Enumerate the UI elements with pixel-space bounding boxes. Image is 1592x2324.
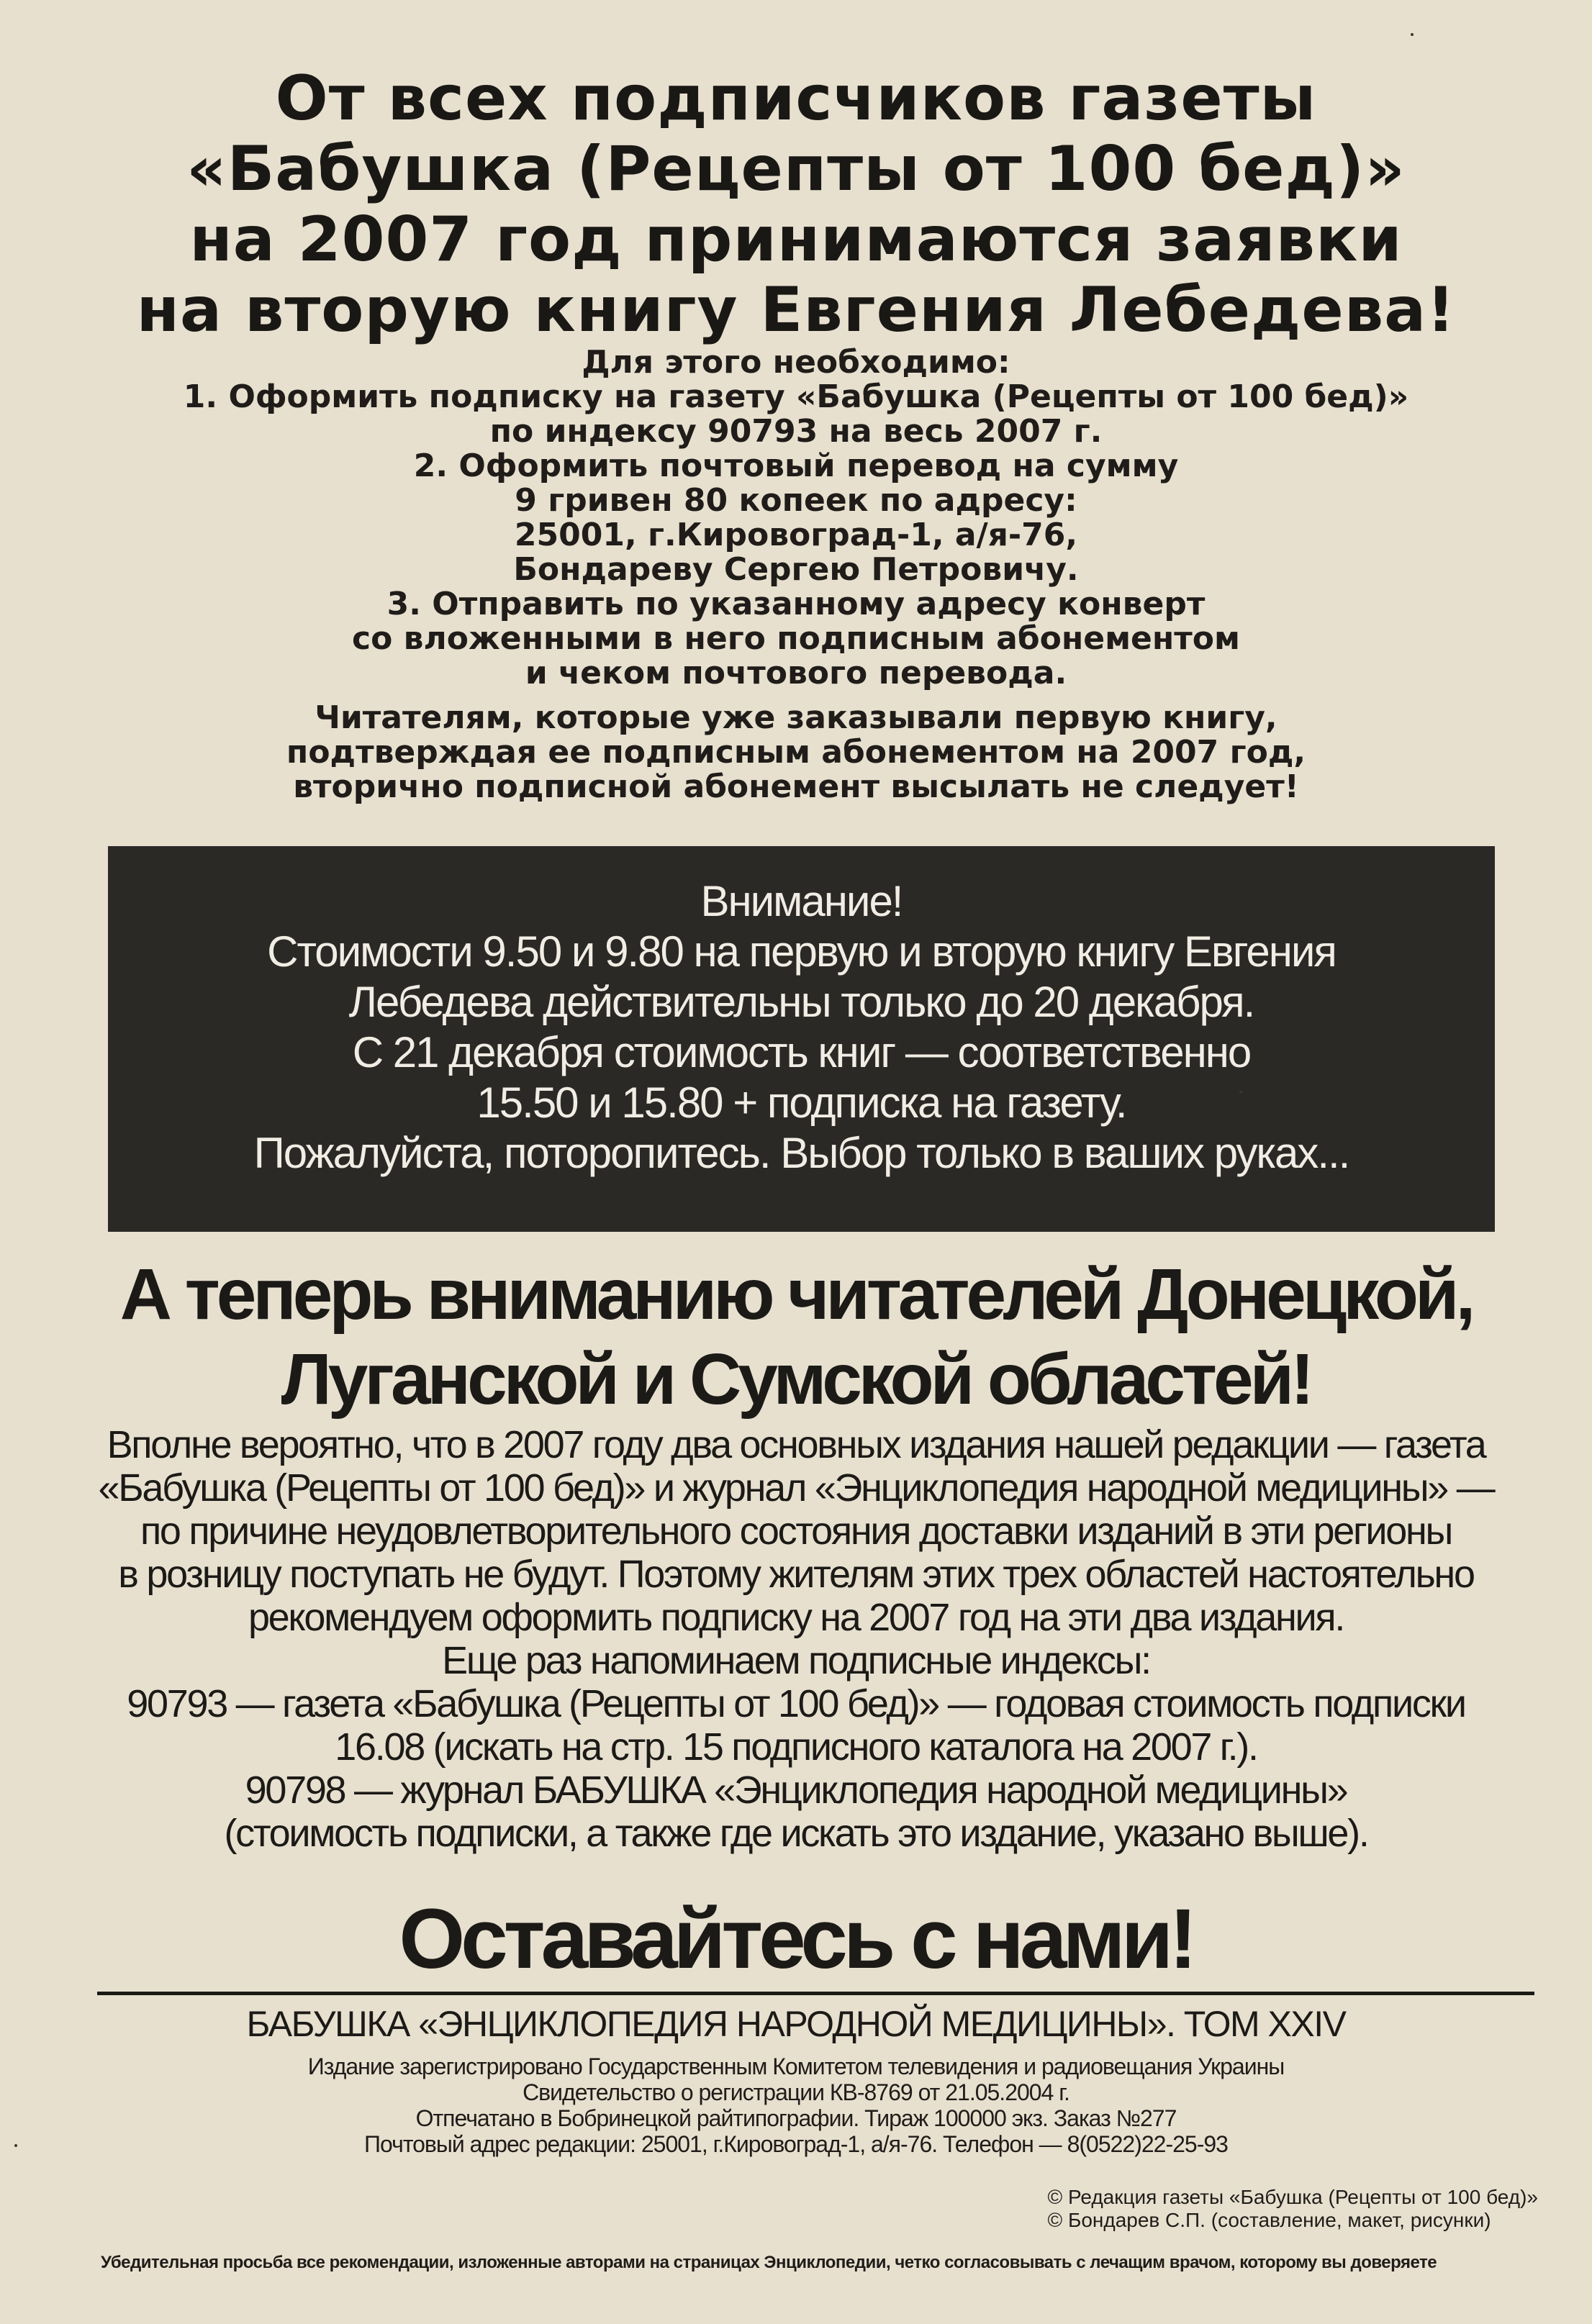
colophon-details (58, 2053, 1534, 2157)
note-line: Читателям, которые уже заказывали первую книгу, (315, 699, 1277, 736)
main-headline (58, 63, 1534, 345)
note-line: подтверждая ее подписным абонементом на 2007 год, (286, 734, 1306, 771)
print-speck (1239, 1091, 1242, 1094)
body-line: в розницу поступать не будут. Поэтому жителям этих трех областей настоятельно (118, 1553, 1474, 1596)
body-line: (стоимость подписки, а также где искать это издание, указано выше). (224, 1812, 1368, 1855)
body-line: 16.08 (искать на стр. 15 подписного каталога на 2007 г.). (335, 1725, 1257, 1769)
body-line: рекомендуем оформить подписку на 2007 год на эти два издания. (248, 1596, 1344, 1639)
body-line: Вполне вероятно, что в 2007 году два основных издания нашей редакции — газета (107, 1423, 1485, 1466)
medical-disclaimer: Убедительная просьба все рекомендации, изложенные авторами на страницах Энциклопедии, четко согласовывать с лечащим врачом, которому вы доверяете (101, 2253, 1437, 2272)
instruction-recipient: Бондареву Сергею Петровичу. (513, 551, 1079, 588)
instruction-step-3-end: и чеком почтового перевода. (525, 655, 1067, 691)
colophon-line: Издание зарегистрировано Государственным Комитетом телевидения и радиовещания Украины (307, 2053, 1285, 2079)
instruction-step-1-cont: по индексу 90793 на весь 2007 г. (489, 413, 1103, 450)
print-speck (1411, 33, 1414, 36)
divider-rule (97, 1992, 1534, 1995)
body-line: «Бабушка (Рецепты от 100 бед)» и журнал «Энциклопедия народной медицины» — (98, 1466, 1494, 1510)
notice-line: Стоимости 9.50 и 9.80 на первую и вторую книгу Евгения (267, 927, 1336, 976)
body-line: по причине неудовлетворительного состояния доставки изданий в эти регионы (140, 1510, 1452, 1553)
region-heading-line: А теперь вниманию читателей Донецкой, (119, 1254, 1473, 1335)
region-body (58, 1423, 1534, 1855)
body-line: Еще раз напоминаем подписные индексы: (442, 1639, 1150, 1682)
subscription-instructions (58, 345, 1534, 804)
region-heading (58, 1252, 1534, 1422)
instruction-step-3: 3. Отправить по указанному адресу конверт (386, 586, 1206, 622)
colophon-line: Почтовый адрес редакции: 25001, г.Кировоград-1, а/я-76. Телефон — 8(0522)22-25-93 (364, 2131, 1228, 2157)
closing-slogan: Оставайтесь с нами! (399, 1892, 1193, 1987)
headline-line: «Бабушка (Рецепты от 100 бед)» (186, 133, 1406, 205)
instruction-step-1: 1. Оформить подписку на газету «Бабушка (Рецепты от 100 бед)» (183, 378, 1409, 415)
colophon-line: Свидетельство о регистрации КВ-8769 от 21.05.2004 г. (523, 2079, 1069, 2105)
note-line: вторично подписной абонемент высылать не следует! (293, 768, 1299, 805)
index-journal: 90798 — журнал БАБУШКА «Энциклопедия народной медицины» (245, 1769, 1347, 1812)
notice-heading: Внимание! (700, 877, 903, 925)
print-speck (14, 2144, 17, 2147)
headline-line: на вторую книгу Евгения Лебедева! (136, 274, 1456, 346)
attention-notice-box (108, 846, 1495, 1232)
headline-line: От всех подписчиков газеты (275, 63, 1317, 135)
notice-line: 15.50 и 15.80 + подписка на газету. (476, 1079, 1126, 1127)
colophon-line: Отпечатано в Бобринецкой райтипографии. Тираж 100000 экз. Заказ №277 (415, 2105, 1177, 2131)
instruction-step-2-cont: 9 гривен 80 копеек по адресу: (515, 482, 1077, 519)
notice-line: С 21 декабря стоимость книг — соответственно (352, 1028, 1251, 1076)
notice-line: Лебедева действительны только до 20 декабря. (348, 978, 1254, 1026)
instruction-step-3-cont: со вложенными в него подписным абонементом (352, 620, 1240, 657)
copyright-credits (1048, 2186, 1538, 2232)
instruction-address: 25001, г.Кировоград-1, а/я-76, (514, 517, 1078, 553)
credit-line: © Редакция газеты «Бабушка (Рецепты от 100 бед)» (1047, 2186, 1538, 2208)
instructions-intro: Для этого необходимо: (582, 344, 1010, 381)
index-newspaper: 90793 — газета «Бабушка (Рецепты от 100 бед)» — годовая стоимость подписки (127, 1682, 1465, 1725)
colophon-title: БАБУШКА «ЭНЦИКЛОПЕДИЯ НАРОДНОЙ МЕДИЦИНЫ». ТОМ XXIV (246, 2004, 1346, 2044)
region-heading-line: Луганской и Сумской областей! (281, 1339, 1311, 1420)
instruction-step-2: 2. Оформить почтовый перевод на сумму (413, 448, 1179, 484)
instructions-note (58, 701, 1534, 804)
credit-line: © Бондарев С.П. (составление, макет, рисунки) (1047, 2209, 1491, 2231)
headline-line: на 2007 год принимаются заявки (189, 204, 1403, 276)
notice-line: Пожалуйста, поторопитесь. Выбор только в ваших руках... (253, 1129, 1349, 1177)
